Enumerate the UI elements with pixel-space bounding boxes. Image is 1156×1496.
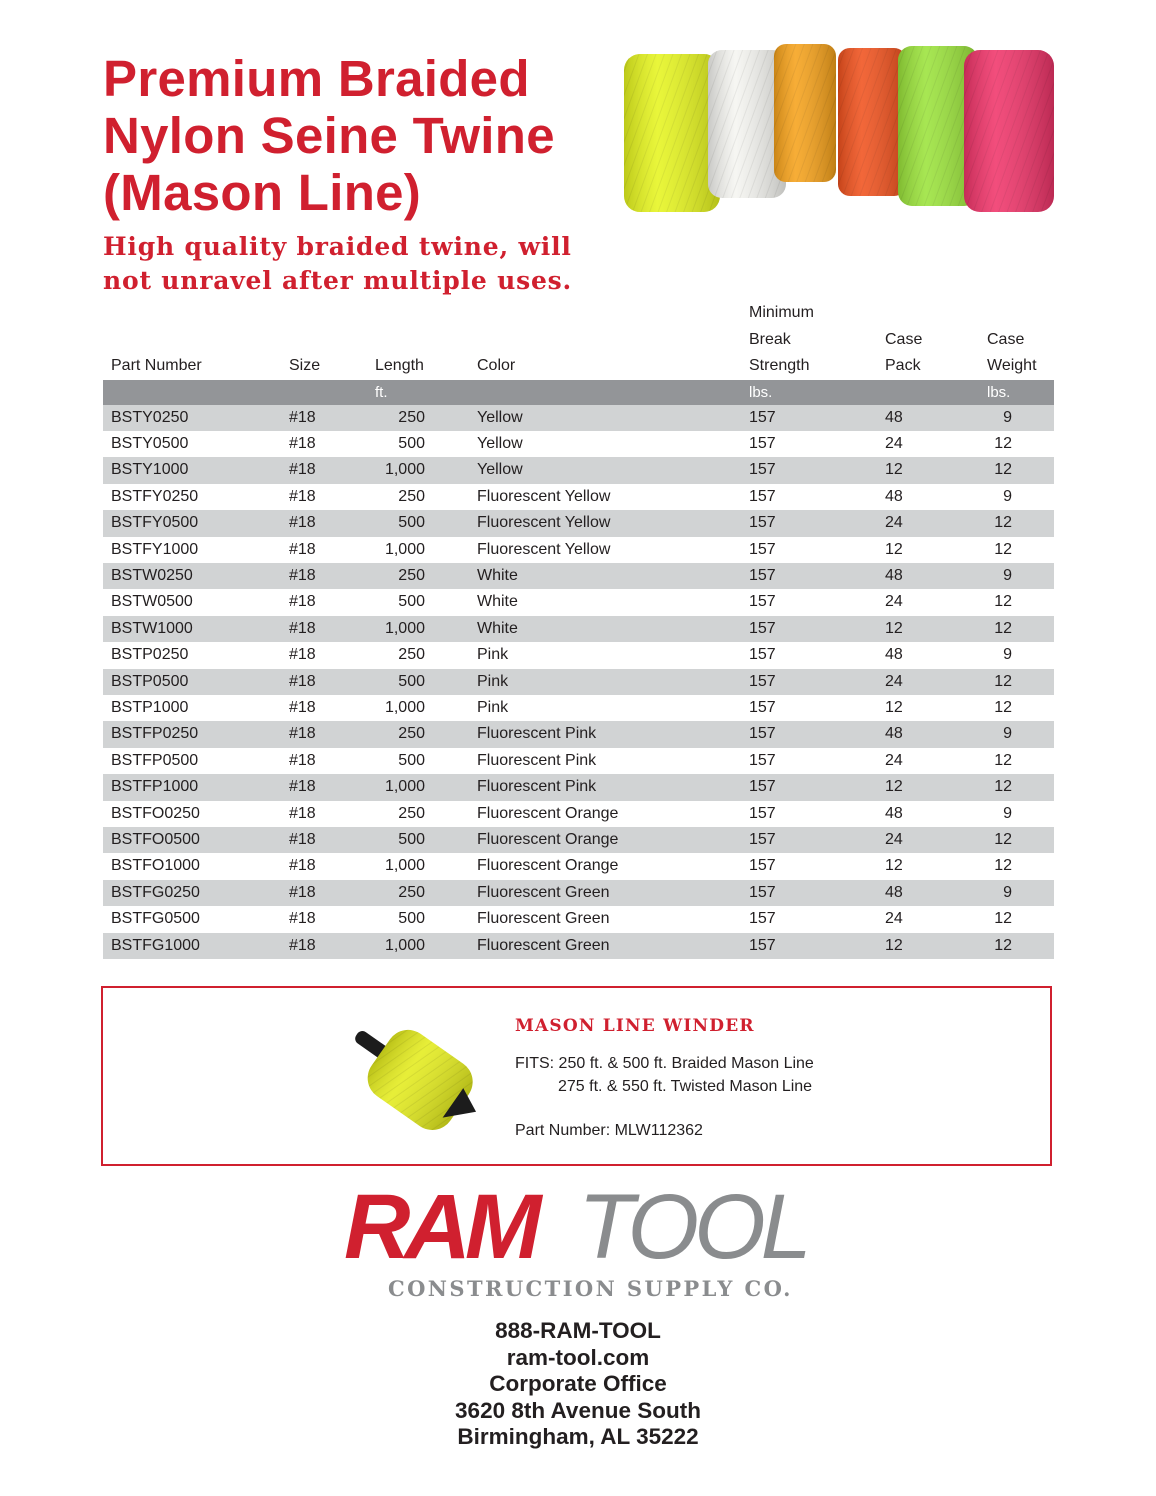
- cell-part-number: BSTW0250: [103, 563, 281, 589]
- cell-break-strength: 157: [741, 510, 877, 536]
- table-row: [103, 774, 1054, 800]
- table-row: [103, 405, 1054, 431]
- cell-color: White: [469, 563, 741, 589]
- header-size: Size: [289, 357, 321, 374]
- units-cell: [877, 380, 979, 405]
- cell-color: Fluorescent Orange: [477, 804, 619, 822]
- mason-line-winder-box: [101, 986, 1052, 1166]
- table-row: [103, 642, 1054, 668]
- units-cell: [281, 380, 367, 405]
- cell-size: #18: [289, 434, 316, 452]
- cell-color: Fluorescent Pink: [469, 774, 741, 800]
- table-row: [103, 906, 1054, 932]
- cell-size: #18: [289, 646, 316, 664]
- cell-case-pack: 12: [877, 457, 979, 483]
- winder-title: MASON LINE WINDER: [515, 1016, 755, 1036]
- title-line: (Mason Line): [103, 164, 422, 221]
- header-part-number: Part Number: [111, 357, 202, 374]
- cell-break-strength: 157: [749, 540, 776, 558]
- cell-length: 500: [398, 910, 425, 928]
- contact-website: ram-tool.com: [506, 1344, 650, 1370]
- table-row: [103, 827, 1054, 853]
- cell-color: White: [477, 593, 518, 611]
- logo-tagline: CONSTRUCTION SUPPLY CO.: [388, 1276, 793, 1301]
- cell-part-number: BSTW1000: [103, 616, 281, 642]
- cell-part-number: BSTFY0250: [111, 487, 199, 505]
- header-line: Minimum: [749, 304, 814, 321]
- cell-break-strength: 157: [741, 774, 877, 800]
- cell-case-weight: 12: [979, 827, 1054, 853]
- cell-size: #18: [281, 880, 367, 906]
- table-row: [103, 721, 1054, 747]
- cell-size: #18: [281, 774, 367, 800]
- cell-break-strength: 157: [749, 487, 776, 505]
- cell-case-pack: 12: [885, 857, 903, 875]
- cell-case-pack: 48: [885, 804, 903, 822]
- cell-case-pack: 12: [885, 698, 903, 716]
- table-row: [103, 537, 1054, 563]
- cell-break-strength: 157: [741, 669, 877, 695]
- cell-length: 250: [398, 487, 425, 505]
- cell-size: #18: [289, 804, 316, 822]
- table-row: [103, 510, 1054, 536]
- spool-yellow: [624, 54, 720, 212]
- cell-case-weight: 12: [994, 698, 1012, 716]
- table-row: [103, 801, 1054, 827]
- header-line: Strength: [749, 357, 810, 374]
- cell-case-pack: 12: [885, 540, 903, 558]
- cell-break-strength: 157: [749, 593, 776, 611]
- header-break-strength: [741, 300, 877, 380]
- cell-part-number: BSTFY0500: [103, 510, 281, 536]
- cell-break-strength: 157: [749, 857, 776, 875]
- cell-color: Yellow: [469, 457, 741, 483]
- header-line: Case: [987, 330, 1025, 348]
- cell-case-weight: 9: [1003, 804, 1012, 822]
- cell-size: #18: [281, 405, 367, 431]
- table-row: [103, 457, 1054, 483]
- cell-case-weight: 9: [979, 721, 1054, 747]
- cell-case-pack: 48: [877, 880, 979, 906]
- cell-size: #18: [281, 616, 367, 642]
- title-line: Premium Braided: [103, 50, 530, 107]
- cell-color: Fluorescent Green: [477, 910, 610, 928]
- page-subtitle: [103, 230, 572, 298]
- cell-size: #18: [281, 457, 367, 483]
- cell-color: Pink: [469, 669, 741, 695]
- cell-case-weight: 12: [994, 857, 1012, 875]
- cell-break-strength: 157: [741, 721, 877, 747]
- header-color: Color: [477, 357, 516, 374]
- cell-size: #18: [281, 721, 367, 747]
- spool-red-orange: [838, 48, 906, 196]
- table-row: [103, 853, 1054, 879]
- specs-table: [103, 300, 1054, 959]
- header-line: Case: [885, 330, 923, 348]
- cell-part-number: BSTP0250: [111, 646, 189, 664]
- cell-size: #18: [289, 751, 316, 769]
- table-row: [103, 880, 1054, 906]
- table-row: [103, 748, 1054, 774]
- header-line: Weight: [987, 357, 1037, 374]
- cell-case-pack: 24: [877, 827, 979, 853]
- cell-case-weight: 12: [994, 910, 1012, 928]
- units-weight: lbs.: [979, 380, 1054, 405]
- title-line: Nylon Seine Twine: [103, 107, 555, 164]
- cell-part-number: BSTFG1000: [103, 933, 281, 959]
- cell-case-weight: 9: [1003, 646, 1012, 664]
- units-cell: [103, 380, 281, 405]
- cell-case-pack: 24: [885, 751, 903, 769]
- cell-length: 1,000: [367, 616, 469, 642]
- cell-case-pack: 24: [885, 910, 903, 928]
- cell-case-pack: 48: [885, 487, 903, 505]
- cell-case-pack: 24: [877, 510, 979, 536]
- cell-size: #18: [289, 540, 316, 558]
- header-length: Length: [375, 357, 424, 374]
- header-line: Break: [749, 330, 791, 348]
- cell-part-number: BSTFO0250: [111, 804, 200, 822]
- cell-length: 250: [367, 563, 469, 589]
- cell-break-strength: 157: [749, 751, 776, 769]
- cell-color: Yellow: [469, 405, 741, 431]
- table-row: [103, 616, 1054, 642]
- contact-street: 3620 8th Avenue South: [455, 1397, 701, 1423]
- cell-break-strength: 157: [749, 910, 776, 928]
- cell-length: 1,000: [384, 540, 425, 558]
- spool-pink: [964, 50, 1054, 212]
- cell-break-strength: 157: [741, 563, 877, 589]
- cell-case-weight: 12: [979, 669, 1054, 695]
- twine-spools-image: [618, 40, 1058, 220]
- cell-case-weight: 9: [979, 563, 1054, 589]
- cell-case-pack: 48: [885, 646, 903, 664]
- cell-case-weight: 12: [994, 751, 1012, 769]
- cell-size: #18: [289, 910, 316, 928]
- cell-length: 1,000: [384, 857, 425, 875]
- cell-size: #18: [289, 698, 316, 716]
- cell-color: Pink: [477, 698, 509, 716]
- winder-fits: [515, 1052, 814, 1098]
- cell-length: 250: [398, 804, 425, 822]
- cell-case-weight: 12: [994, 540, 1012, 558]
- cell-part-number: BSTFG0250: [103, 880, 281, 906]
- cell-case-weight: 9: [979, 880, 1054, 906]
- winder-fits-line: FITS: 250 ft. & 500 ft. Braided Mason Line: [515, 1055, 814, 1072]
- line-winder-image: [321, 1006, 491, 1156]
- subtitle-line: not unravel after multiple uses.: [103, 266, 573, 295]
- cell-break-strength: 157: [741, 457, 877, 483]
- cell-size: #18: [289, 487, 316, 505]
- cell-part-number: BSTFP1000: [103, 774, 281, 800]
- cell-case-pack: 48: [877, 563, 979, 589]
- header-case-weight: [979, 300, 1054, 380]
- table-row: [103, 695, 1054, 721]
- units-break: lbs.: [741, 380, 877, 405]
- cell-break-strength: 157: [749, 804, 776, 822]
- cell-part-number: BSTFO1000: [111, 857, 200, 875]
- cell-size: #18: [289, 857, 316, 875]
- cell-part-number: BSTFP0500: [111, 751, 199, 769]
- cell-color: Yellow: [477, 434, 523, 452]
- table-header-row: [103, 300, 1054, 380]
- contact-phone: 888-RAM-TOOL: [495, 1318, 661, 1343]
- cell-case-weight: 12: [979, 774, 1054, 800]
- cell-color: Fluorescent Orange: [477, 857, 619, 875]
- table-row: [103, 933, 1054, 959]
- cell-break-strength: 157: [749, 698, 776, 716]
- cell-case-weight: 12: [994, 593, 1012, 611]
- cell-length: 1,000: [367, 774, 469, 800]
- contact-block: [378, 1318, 778, 1451]
- cell-length: 500: [367, 510, 469, 536]
- ram-tool-logo: [340, 1180, 820, 1270]
- cell-part-number: BSTFG0500: [111, 910, 200, 928]
- cell-length: 500: [398, 434, 425, 452]
- cell-length: 500: [367, 669, 469, 695]
- table-row: [103, 484, 1054, 510]
- cell-length: 1,000: [367, 933, 469, 959]
- cell-length: 250: [398, 646, 425, 664]
- subtitle-line: High quality braided twine, will: [103, 232, 572, 261]
- cell-size: #18: [281, 827, 367, 853]
- cell-break-strength: 157: [741, 405, 877, 431]
- cell-part-number: BSTY1000: [103, 457, 281, 483]
- cell-case-weight: 12: [979, 616, 1054, 642]
- cell-color: Fluorescent Yellow: [469, 510, 741, 536]
- cell-length: 1,000: [384, 698, 425, 716]
- cell-case-weight: 12: [979, 933, 1054, 959]
- cell-color: Fluorescent Pink: [477, 751, 597, 769]
- cell-case-weight: 9: [979, 405, 1054, 431]
- cell-length: 250: [367, 405, 469, 431]
- cell-length: 500: [367, 827, 469, 853]
- contact-city: Birmingham, AL 35222: [457, 1424, 699, 1449]
- cell-case-weight: 12: [994, 434, 1012, 452]
- cell-color: Fluorescent Yellow: [477, 540, 611, 558]
- cell-color: Fluorescent Green: [469, 880, 741, 906]
- cell-part-number: BSTFP0250: [103, 721, 281, 747]
- cell-break-strength: 157: [749, 646, 776, 664]
- cell-case-pack: 12: [877, 616, 979, 642]
- cell-case-pack: 24: [885, 593, 903, 611]
- cell-case-weight: 12: [979, 510, 1054, 536]
- cell-break-strength: 157: [741, 827, 877, 853]
- cell-case-pack: 24: [877, 669, 979, 695]
- table-body: [103, 405, 1054, 960]
- header-line: Pack: [885, 357, 921, 374]
- winder-part-number: Part Number: MLW112362: [515, 1122, 703, 1139]
- cell-length: 1,000: [367, 457, 469, 483]
- header-case-pack: [877, 300, 979, 380]
- cell-size: #18: [289, 593, 316, 611]
- cell-case-pack: 48: [877, 405, 979, 431]
- cell-color: Fluorescent Yellow: [477, 487, 611, 505]
- cell-size: #18: [281, 563, 367, 589]
- cell-case-pack: 48: [877, 721, 979, 747]
- table-row: [103, 669, 1054, 695]
- cell-part-number: BSTFO0500: [103, 827, 281, 853]
- cell-size: #18: [281, 933, 367, 959]
- cell-size: #18: [281, 669, 367, 695]
- cell-color: Fluorescent Orange: [469, 827, 741, 853]
- spool-orange: [774, 44, 836, 182]
- cell-break-strength: 157: [749, 434, 776, 452]
- table-row: [103, 563, 1054, 589]
- contact-office: Corporate Office: [489, 1371, 667, 1396]
- units-cell: [469, 380, 741, 405]
- cell-length: 500: [398, 751, 425, 769]
- cell-part-number: BSTP0500: [103, 669, 281, 695]
- cell-color: White: [469, 616, 741, 642]
- cell-color: Fluorescent Pink: [469, 721, 741, 747]
- table-row: [103, 431, 1054, 457]
- cell-part-number: BSTY0250: [103, 405, 281, 431]
- cell-color: Pink: [477, 646, 509, 664]
- cell-break-strength: 157: [741, 616, 877, 642]
- cell-part-number: BSTY0500: [111, 434, 189, 452]
- cell-color: Fluorescent Green: [469, 933, 741, 959]
- cell-part-number: BSTFY1000: [111, 540, 199, 558]
- logo-ram-text: RAM: [344, 1180, 536, 1270]
- cell-size: #18: [281, 510, 367, 536]
- units-length: ft.: [367, 380, 469, 405]
- cell-case-pack: 24: [885, 434, 903, 452]
- cell-length: 500: [398, 593, 425, 611]
- cell-break-strength: 157: [741, 933, 877, 959]
- logo-tool-text: TOOL: [578, 1180, 807, 1270]
- page-title: [103, 50, 555, 221]
- winder-fits-line: 275 ft. & 550 ft. Twisted Mason Line: [558, 1078, 813, 1095]
- cell-part-number: BSTW0500: [111, 593, 193, 611]
- cell-case-weight: 9: [1003, 487, 1012, 505]
- cell-case-pack: 12: [877, 774, 979, 800]
- cell-case-weight: 12: [979, 457, 1054, 483]
- cell-length: 250: [367, 880, 469, 906]
- cell-part-number: BSTP1000: [111, 698, 189, 716]
- units-row: [103, 380, 1054, 405]
- table-row: [103, 589, 1054, 615]
- cell-length: 250: [367, 721, 469, 747]
- cell-case-pack: 12: [877, 933, 979, 959]
- cell-break-strength: 157: [741, 880, 877, 906]
